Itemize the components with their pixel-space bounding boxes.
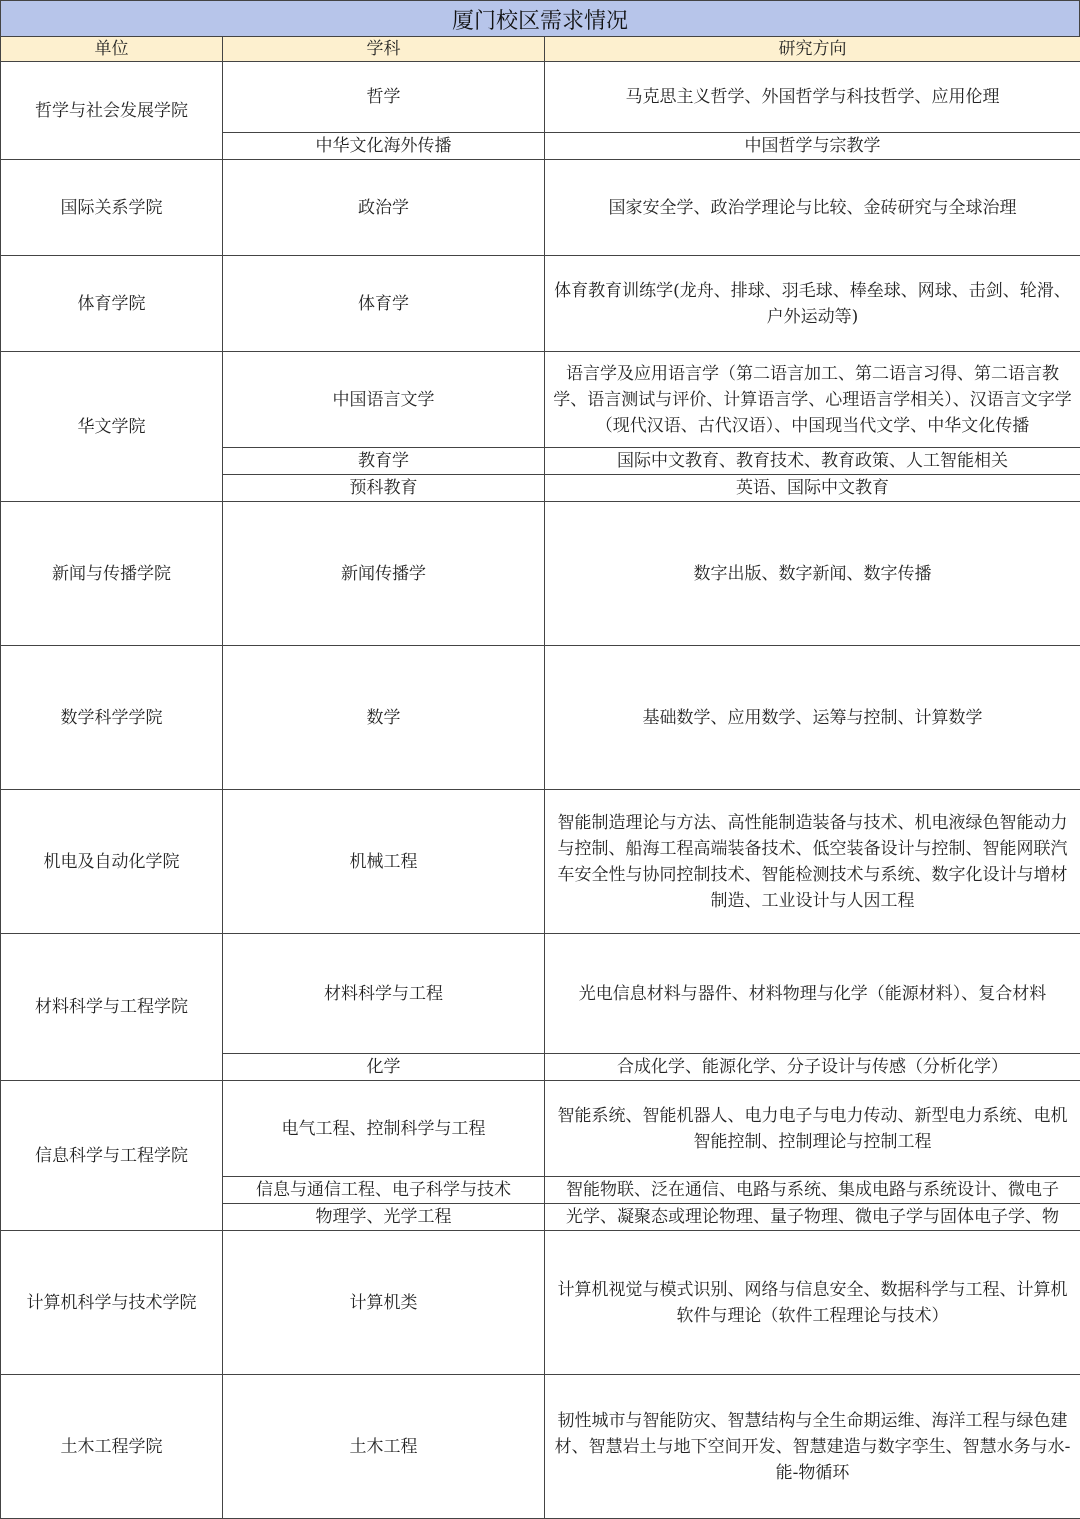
unit-cell: 材料科学与工程学院 — [1, 934, 223, 1081]
unit-cell: 哲学与社会发展学院 — [1, 62, 223, 160]
direction-cell: 智能制造理论与方法、高性能制造装备与技术、机电液绿色智能动力与控制、船海工程高端装备技术、低空装备设计与控制、智能网联汽车安全性与协同控制技术、智能检测技术与系统、数字化设计与增材制造、工业设计与人因工程 — [545, 790, 1080, 934]
discipline-cell: 政治学 — [223, 160, 545, 256]
discipline-cell: 电气工程、控制科学与工程 — [223, 1081, 545, 1177]
unit-cell: 新闻与传播学院 — [1, 502, 223, 646]
discipline-cell: 土木工程 — [223, 1375, 545, 1519]
direction-cell: 国家安全学、政治学理论与比较、金砖研究与全球治理 — [545, 160, 1080, 256]
unit-cell: 机电及自动化学院 — [1, 790, 223, 934]
direction-cell: 合成化学、能源化学、分子设计与传感（分析化学） — [545, 1054, 1080, 1081]
discipline-cell: 中国语言文学 — [223, 352, 545, 448]
direction-cell: 中国哲学与宗教学 — [545, 133, 1080, 160]
discipline-cell: 机械工程 — [223, 790, 545, 934]
discipline-cell: 信息与通信工程、电子科学与技术 — [223, 1177, 545, 1204]
header-direction: 研究方向 — [545, 37, 1080, 62]
unit-cell: 计算机科学与技术学院 — [1, 1231, 223, 1375]
header-row — [1, 37, 1080, 62]
direction-cell: 数字出版、数字新闻、数字传播 — [545, 502, 1080, 646]
table-row — [1, 646, 1080, 790]
unit-cell: 国际关系学院 — [1, 160, 223, 256]
unit-cell: 土木工程学院 — [1, 1375, 223, 1519]
table-row — [1, 934, 1080, 1054]
discipline-cell: 物理学、光学工程 — [223, 1204, 545, 1231]
table-row — [1, 502, 1080, 646]
direction-cell: 英语、国际中文教育 — [545, 475, 1080, 502]
discipline-cell: 哲学 — [223, 62, 545, 133]
page-title: 厦门校区需求情况 — [0, 0, 1080, 37]
direction-cell: 光学、凝聚态或理论物理、量子物理、微电子学与固体电子学、物 — [545, 1204, 1080, 1231]
discipline-cell: 计算机类 — [223, 1231, 545, 1375]
demand-table — [0, 36, 1080, 1519]
header-discipline: 学科 — [223, 37, 545, 62]
table-row — [1, 790, 1080, 934]
direction-cell: 基础数学、应用数学、运筹与控制、计算数学 — [545, 646, 1080, 790]
direction-cell: 马克思主义哲学、外国哲学与科技哲学、应用伦理 — [545, 62, 1080, 133]
direction-cell: 智能物联、泛在通信、电路与系统、集成电路与系统设计、微电子 — [545, 1177, 1080, 1204]
discipline-cell: 材料科学与工程 — [223, 934, 545, 1054]
unit-cell: 华文学院 — [1, 352, 223, 502]
discipline-cell: 新闻传播学 — [223, 502, 545, 646]
table-row — [1, 1081, 1080, 1177]
header-unit: 单位 — [1, 37, 223, 62]
table-row — [1, 62, 1080, 133]
unit-cell: 数学科学学院 — [1, 646, 223, 790]
direction-cell: 计算机视觉与模式识别、网络与信息安全、数据科学与工程、计算机软件与理论（软件工程理论与技术） — [545, 1231, 1080, 1375]
unit-cell: 信息科学与工程学院 — [1, 1081, 223, 1231]
table-row — [1, 1231, 1080, 1375]
direction-cell: 韧性城市与智能防灾、智慧结构与全生命期运维、海洋工程与绿色建材、智慧岩土与地下空间开发、智慧建造与数字孪生、智慧水务与水-能-物循环 — [545, 1375, 1080, 1519]
discipline-cell: 体育学 — [223, 256, 545, 352]
table-row — [1, 352, 1080, 448]
table-row — [1, 256, 1080, 352]
direction-cell: 语言学及应用语言学（第二语言加工、第二语言习得、第二语言教学、语言测试与评价、计算语言学、心理语言学相关）、汉语言文字学（现代汉语、古代汉语）、中国现当代文学、中华文化传播 — [545, 352, 1080, 448]
direction-cell: 体育教育训练学(龙舟、排球、羽毛球、棒垒球、网球、击剑、轮滑、户外运动等) — [545, 256, 1080, 352]
discipline-cell: 化学 — [223, 1054, 545, 1081]
unit-cell: 体育学院 — [1, 256, 223, 352]
discipline-cell: 数学 — [223, 646, 545, 790]
discipline-cell: 教育学 — [223, 448, 545, 475]
discipline-cell: 预科教育 — [223, 475, 545, 502]
direction-cell: 光电信息材料与器件、材料物理与化学（能源材料）、复合材料 — [545, 934, 1080, 1054]
discipline-cell: 中华文化海外传播 — [223, 133, 545, 160]
direction-cell: 国际中文教育、教育技术、教育政策、人工智能相关 — [545, 448, 1080, 475]
table-row — [1, 1375, 1080, 1519]
table-row — [1, 160, 1080, 256]
direction-cell: 智能系统、智能机器人、电力电子与电力传动、新型电力系统、电机智能控制、控制理论与控制工程 — [545, 1081, 1080, 1177]
